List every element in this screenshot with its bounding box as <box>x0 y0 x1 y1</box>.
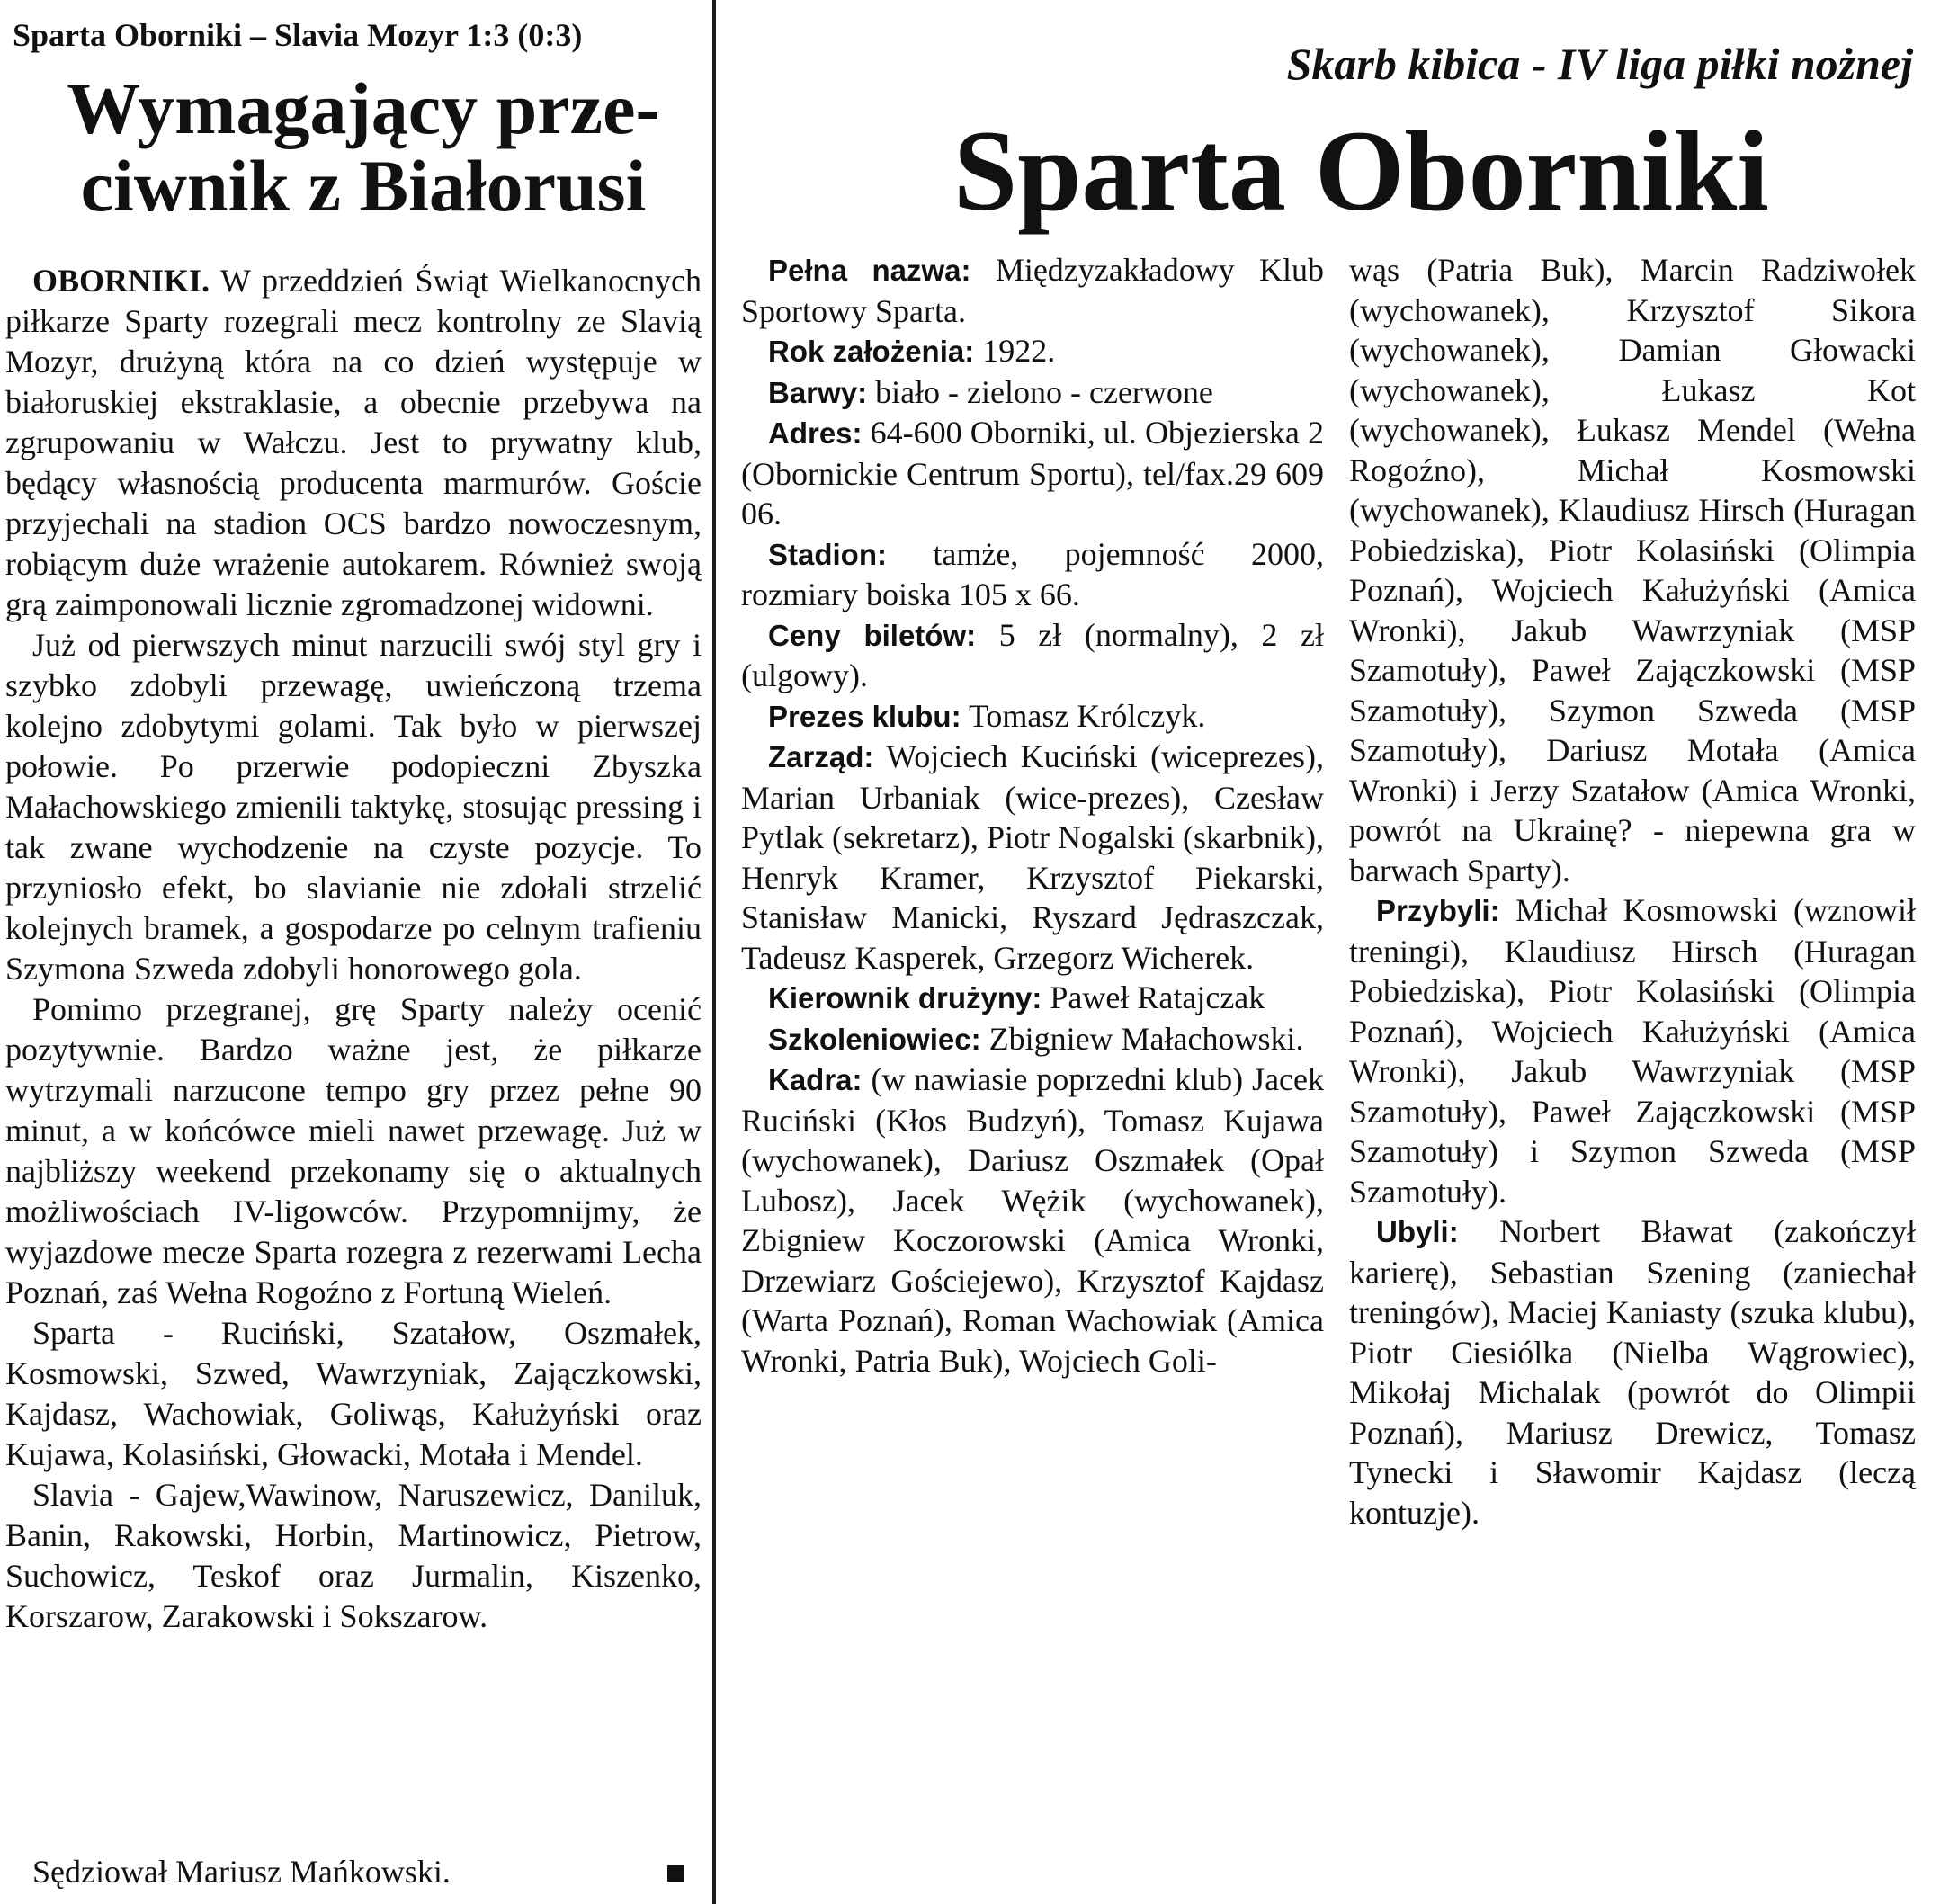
field-team-manager: Kierownik drużyny: Paweł Ratajczak <box>768 979 1265 1015</box>
field-full-name: Pełna nazwa: Międzyzakładowy Klub Sportowy Sparta. <box>741 252 1324 329</box>
field-squad-continued: wąs (Patria Buk), Marcin Radziwołek (wychowanek), Krzysztof Sikora (wychowanek), Damian Głowacki (wychowanek), Łukasz Kot (wychowanek), Łukasz Mendel (Wełna Rogoźno), Michał Kosmowski (wychowanek), Klaudiusz Hirsch (Huragan Pobiedziska), Piotr Kolasiński (Olimpia Poznań), Wojciech Kałużyński (Amica Wronki), Jakub Wawrzyniak (MSP Szamotuły), Paweł Zajączkowski (MSP Szamotuły), Szymon Szweda (MSP Szamotuły), Dariusz Motała (Amica Wronki) i Jerzy Szatałow (Amica Wronki, powrót na Ukrainę? - niepewna gra w barwach Sparty). <box>1349 252 1916 889</box>
field-departures: Ubyli: Norbert Bławat (zakończył karierę), Sebastian Szening (zaniechał treningów), Maciej Kaniasty (szuka klubu), Piotr Ciesiólka (Nielba Wągrowiec), Mikołaj Michalak (powrót do Olimpii Poznań), Mariusz Drewicz, Tomasz Tynecki i Sławomir Kajdasz (leczą kontuzje). <box>1349 1213 1916 1531</box>
club-info-box <box>720 0 1940 1569</box>
field-ticket-prices: Ceny biletów: 5 zł (normalny), 2 zł (ulgowy). <box>741 616 1324 693</box>
field-president: Prezes klubu: Tomasz Królczyk. <box>768 697 1206 734</box>
dateline: OBORNIKI. <box>32 263 210 299</box>
referee-line: Sędziował Mariusz Mańkowski. <box>5 1853 702 1891</box>
field-coach: Szkoleniowiec: Zbigniew Małachowski. <box>768 1020 1304 1057</box>
club-info-column-2 <box>1349 250 1916 1533</box>
match-result-kicker: Sparta Oborniki – Slavia Mozyr 1:3 (0:3) <box>13 17 583 53</box>
article-body <box>5 261 702 1637</box>
club-title: Sparta Oborniki <box>953 107 1769 235</box>
field-board: Zarząd: Wojciech Kuciński (wiceprezes), Marian Urbaniak (wice-prezes), Czesław Pytlak (sekretarz), Piotr Nogalski (skarbnik), Henryk Kramer, Krzysztof Piekarski, Stanisław Manicki, Ryszard Jędraszczak, Tadeusz Kasperek, Grzegorz Wicherek. <box>741 738 1324 976</box>
field-stadium: Stadion: tamże, pojemność 2000, rozmiary boiska 105 x 66. <box>741 535 1324 612</box>
field-address: Adres: 64-600 Oborniki, ul. Objezierska 2 (Obornickie Centrum Sportu), tel/fax.29 609 06. <box>741 415 1324 532</box>
article-headline <box>31 67 696 227</box>
club-info-column-1 <box>741 250 1324 1381</box>
field-colors: Barwy: biało - zielono - czerwone <box>768 373 1213 410</box>
sparta-lineup: Sparta - Ruciński, Szatałow, Oszmałek, Kosmowski, Szwed, Wawrzyniak, Zajączkowski, Kajdasz, Wachowiak, Goliwąs, Kałużyński oraz Kujawa, Kolasiński, Głowacki, Motała i Mendel. <box>5 1315 702 1472</box>
match-report-article <box>0 0 711 1904</box>
field-founded: Rok założenia: 1922. <box>768 333 1056 369</box>
article-paragraph: Pomimo przegranej, grę Sparty należy ocenić pozytywnie. Bardzo ważne jest, że piłkarze wytrzymali narzucone tempo gry przez pełne 90 minut, a w końcówce mieli nawet przewagę. Już w najbliższy weekend przekonamy się o aktualnych możliwościach IV-ligowców. Przypomnijmy, że wyjazdowe mecze Sparta rozegra z rezerwami Lecha Poznań, zaś Wełna Rogoźno z Fortuną Wieleń. <box>5 991 702 1310</box>
field-squad: Kadra: (w nawiasie poprzedni klub) Jacek Ruciński (Kłos Budzyń), Tomasz Kujawa (wychowanek), Dariusz Oszmałek (Opał Lubosz), Jacek Wężik (wychowanek), Zbigniew Koczorowski (Amica Wronki, Drzewiarz Gościejewo), Krzysztof Kajdasz (Warta Poznań), Roman Wachowiak (Amica Wronki, Patria Buk), Wojciech Goli- <box>741 1061 1325 1379</box>
series-title: Skarb kibica - IV liga piłki nożnej <box>1286 39 1913 89</box>
slavia-lineup: Slavia - Gajew,Wawinow, Naruszewicz, Daniluk, Banin, Rakowski, Horbin, Martinowicz, Pietrow, Suchowicz, Teskof oraz Jurmalin, Kiszenko, Korszarow, Zarakowski i Sokszarow. <box>5 1477 702 1634</box>
end-of-article-mark <box>667 1865 684 1882</box>
headline-line-1: Wymagający prze- <box>67 67 660 149</box>
article-paragraph: OBORNIKI. W przeddzień Świąt Wielkanocnych piłkarze Sparty rozegrali mecz kontrolny ze Slavią Mozyr, drużyną która na co dzień występuje w białoruskiej ekstraklasie, a obecnie przebywa na zgrupowaniu w Wałczu. Jest to prywatny klub, będący własnością producenta marmurów. Goście przyjechali na stadion OCS bardzo nowoczesnym, robiącym duże wrażenie autokarem. Również swoją grą zaimponowali licznie zgromadzonej widowni. <box>5 263 702 622</box>
headline-line-2: ciwnik z Białorusi <box>80 145 647 227</box>
article-paragraph: Już od pierwszych minut narzucili swój styl gry i szybko zdobyli przewagę, uwieńczoną trzema kolejno zdobytymi golami. Tak było w pierwszej połowie. Po przerwie podopieczni Zbyszka Małachowskiego zmienili taktykę, stosując pressing i tak zwane wychodzenie na czyste pozycje. To przyniosło efekt, bo slavianie nie zdołali strzelić kolejnych bramek, a gospodarze po celnym trafieniu Szymona Szweda zdobyli honorowego gola. <box>5 627 702 987</box>
blank-area <box>720 1569 1940 1904</box>
column-divider <box>712 0 716 1904</box>
field-arrivals: Przybyli: Michał Kosmowski (wznowił treningi), Klaudiusz Hirsch (Huragan Pobiedziska), Piotr Kolasiński (Olimpia Poznań), Wojciech Kałużyński (Amica Wronki), Jakub Wawrzyniak (MSP Szamotuły), Paweł Zajączkowski (MSP Szamotuły) i Szymon Szweda (MSP Szamotuły). <box>1349 892 1916 1210</box>
